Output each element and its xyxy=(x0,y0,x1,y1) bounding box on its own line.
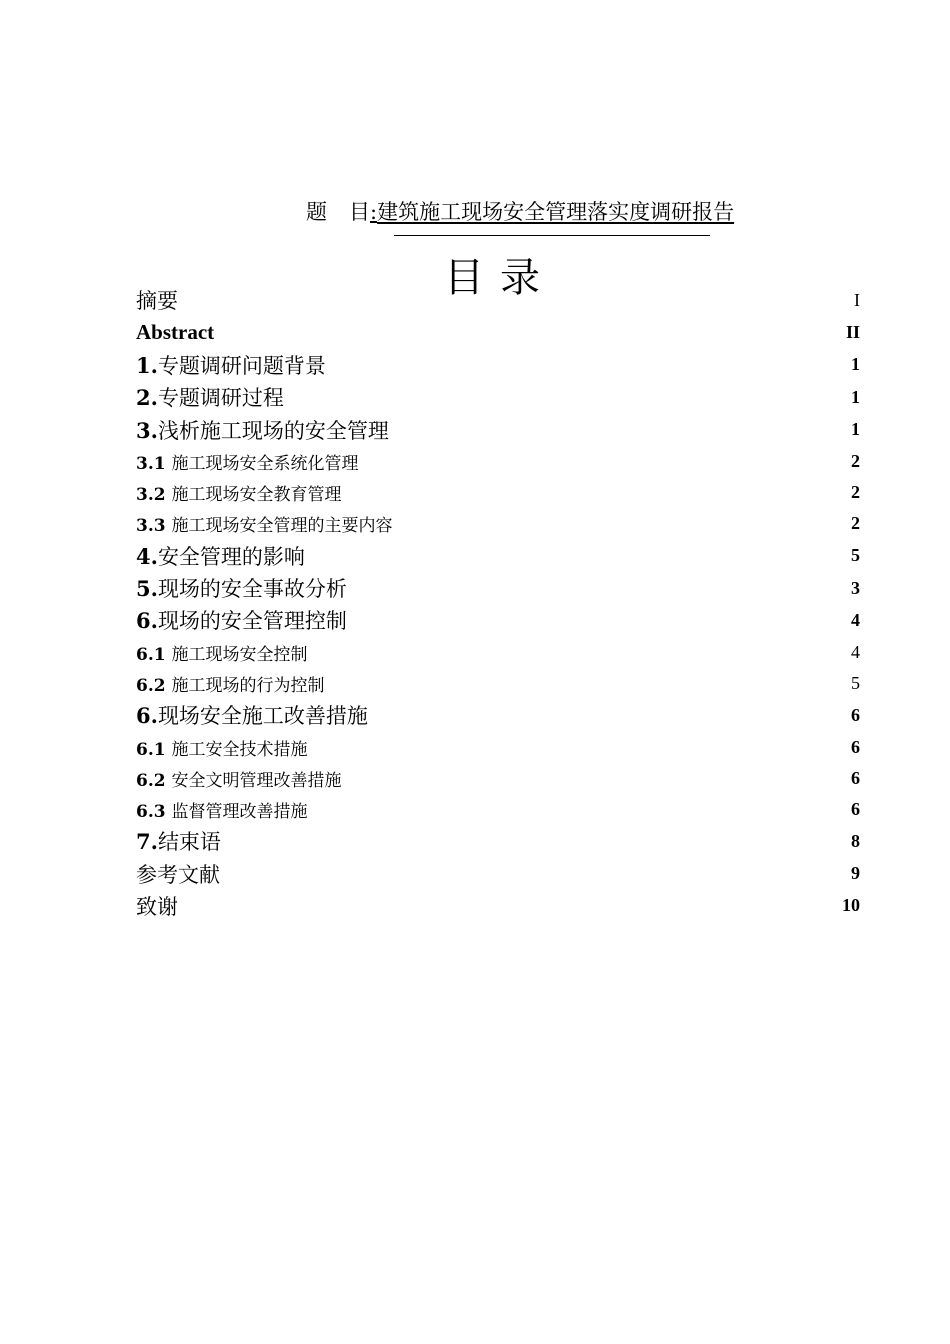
toc-entry[interactable] xyxy=(136,540,860,572)
toc-entry-page-number: II xyxy=(845,322,860,343)
toc-entry-text: 致谢 xyxy=(136,894,178,919)
toc-entry-label xyxy=(136,797,308,822)
title-label-char-1: 题 xyxy=(306,200,349,224)
toc-entry-page-number: 1 xyxy=(851,354,860,375)
toc-entry-number: 4. xyxy=(136,543,158,569)
toc-entry-number: 6.2 xyxy=(136,675,172,696)
toc-entry-label xyxy=(136,891,178,921)
toc-entry-number: 6.1 xyxy=(136,644,172,665)
toc-entry-number: 2. xyxy=(136,385,158,411)
toc-entry[interactable] xyxy=(136,349,860,381)
toc-entry[interactable] xyxy=(136,825,860,857)
toc-entry-label xyxy=(136,511,393,536)
toc-entry[interactable] xyxy=(136,572,860,604)
toc-entry-text: 专题调研问题背景 xyxy=(157,353,326,378)
toc-entry[interactable] xyxy=(136,699,860,731)
toc-entry-text: 安全管理的影响 xyxy=(157,544,305,569)
toc-entry-label xyxy=(136,735,308,760)
toc-entry-page-number: 6 xyxy=(851,736,860,757)
title-divider xyxy=(394,235,710,236)
toc-entry-text: 施工安全技术措施 xyxy=(171,739,308,760)
toc-entry-page-number: 5 xyxy=(851,672,860,693)
toc-entry-page-number: 4 xyxy=(851,609,860,630)
toc-entry-text: 结束语 xyxy=(157,830,221,855)
toc-entry-label xyxy=(136,605,347,635)
toc-entry-label xyxy=(136,449,359,474)
toc-entry-page-number: 2 xyxy=(851,451,860,472)
toc-entry-number: 3.2 xyxy=(136,485,172,506)
toc-entry-page-number: I xyxy=(854,289,860,310)
toc-entry-text: 监督管理改善措施 xyxy=(171,801,308,822)
toc-entry-text: 浅析施工现场的安全管理 xyxy=(157,418,389,443)
toc-entry[interactable] xyxy=(136,477,860,508)
toc-entry[interactable] xyxy=(136,731,860,762)
toc-entry-page-number: 5 xyxy=(851,545,860,566)
toc-entry-text: 施工现场安全控制 xyxy=(171,644,308,665)
toc-entry-text: 施工现场安全管理的主要内容 xyxy=(171,516,393,537)
table-of-contents xyxy=(136,284,860,922)
toc-entry[interactable] xyxy=(136,508,860,539)
toc-entry-text: 施工现场安全教育管理 xyxy=(171,485,342,506)
title-colon: : xyxy=(370,200,378,224)
toc-entry[interactable] xyxy=(136,316,860,348)
toc-entry[interactable] xyxy=(136,857,860,889)
toc-entry-text: 施工现场安全系统化管理 xyxy=(171,454,359,475)
toc-entry-label xyxy=(136,640,308,665)
toc-entry-label xyxy=(136,573,347,603)
toc-entry-label xyxy=(136,700,368,730)
toc-entry-label xyxy=(136,859,220,889)
toc-entry-text: 专题调研过程 xyxy=(157,386,284,411)
toc-entry-number: 1. xyxy=(136,352,158,378)
toc-entry-text: 现场安全施工改善措施 xyxy=(157,704,368,729)
toc-entry[interactable] xyxy=(136,890,860,922)
toc-entry-text: 现场的安全管理控制 xyxy=(157,609,347,634)
toc-entry[interactable] xyxy=(136,637,860,668)
toc-entry-label xyxy=(136,285,178,315)
toc-entry-label xyxy=(136,350,326,380)
toc-entry-label xyxy=(136,320,214,345)
toc-entry[interactable] xyxy=(136,414,860,446)
toc-entry[interactable] xyxy=(136,763,860,794)
toc-entry-page-number: 6 xyxy=(851,704,860,725)
toc-entry-page-number: 2 xyxy=(851,513,860,534)
toc-entry-text: 摘要 xyxy=(136,289,178,314)
toc-entry-page-number: 1 xyxy=(851,419,860,440)
toc-entry-number: 6. xyxy=(136,608,158,634)
toc-entry[interactable] xyxy=(136,381,860,413)
toc-entry-label xyxy=(136,826,221,856)
toc-entry-page-number: 10 xyxy=(842,895,860,916)
toc-heading: 目录 xyxy=(444,254,556,301)
toc-entry-text: 现场的安全事故分析 xyxy=(157,577,347,602)
report-title-line xyxy=(306,197,906,227)
toc-entry-number: 6. xyxy=(136,703,158,729)
toc-entry-page-number: 3 xyxy=(851,577,860,598)
toc-entry-page-number: 6 xyxy=(851,798,860,819)
toc-entry-number: 3.1 xyxy=(136,454,172,475)
toc-entry-number: 6.2 xyxy=(136,770,172,791)
toc-entry-label xyxy=(136,415,389,445)
toc-entry[interactable] xyxy=(136,668,860,699)
toc-entry-page-number: 1 xyxy=(851,386,860,407)
toc-entry-number: 3. xyxy=(136,417,158,443)
title-label-char-2: 目 xyxy=(349,200,370,224)
toc-entry-number: 6.1 xyxy=(136,739,172,760)
report-title: 建筑施工现场安全管理落实度调研报告 xyxy=(377,200,735,224)
toc-entry-page-number: 2 xyxy=(851,482,860,503)
toc-entry-page-number: 6 xyxy=(851,767,860,788)
toc-entry-text: 施工现场的行为控制 xyxy=(171,675,325,696)
toc-entry-label xyxy=(136,480,342,505)
toc-entry-text: 参考文献 xyxy=(136,862,220,887)
toc-entry-label xyxy=(136,382,284,412)
toc-entry-number: 3.3 xyxy=(136,516,172,537)
toc-entry-page-number: 9 xyxy=(851,863,860,884)
toc-entry-label xyxy=(136,671,325,696)
toc-entry-text: Abstract xyxy=(136,320,215,345)
toc-entry-number: 7. xyxy=(136,829,158,855)
toc-entry[interactable] xyxy=(136,604,860,636)
toc-entry-page-number: 8 xyxy=(851,830,860,851)
toc-entry[interactable] xyxy=(136,794,860,825)
toc-entry-text: 安全文明管理改善措施 xyxy=(171,770,342,791)
toc-entry-number: 6.3 xyxy=(136,801,172,822)
toc-entry[interactable] xyxy=(136,446,860,477)
toc-entry[interactable] xyxy=(136,284,860,316)
toc-entry-label xyxy=(136,766,342,791)
toc-entry-page-number: 4 xyxy=(851,641,860,662)
toc-entry-label xyxy=(136,541,305,571)
toc-entry-number: 5. xyxy=(136,576,158,602)
